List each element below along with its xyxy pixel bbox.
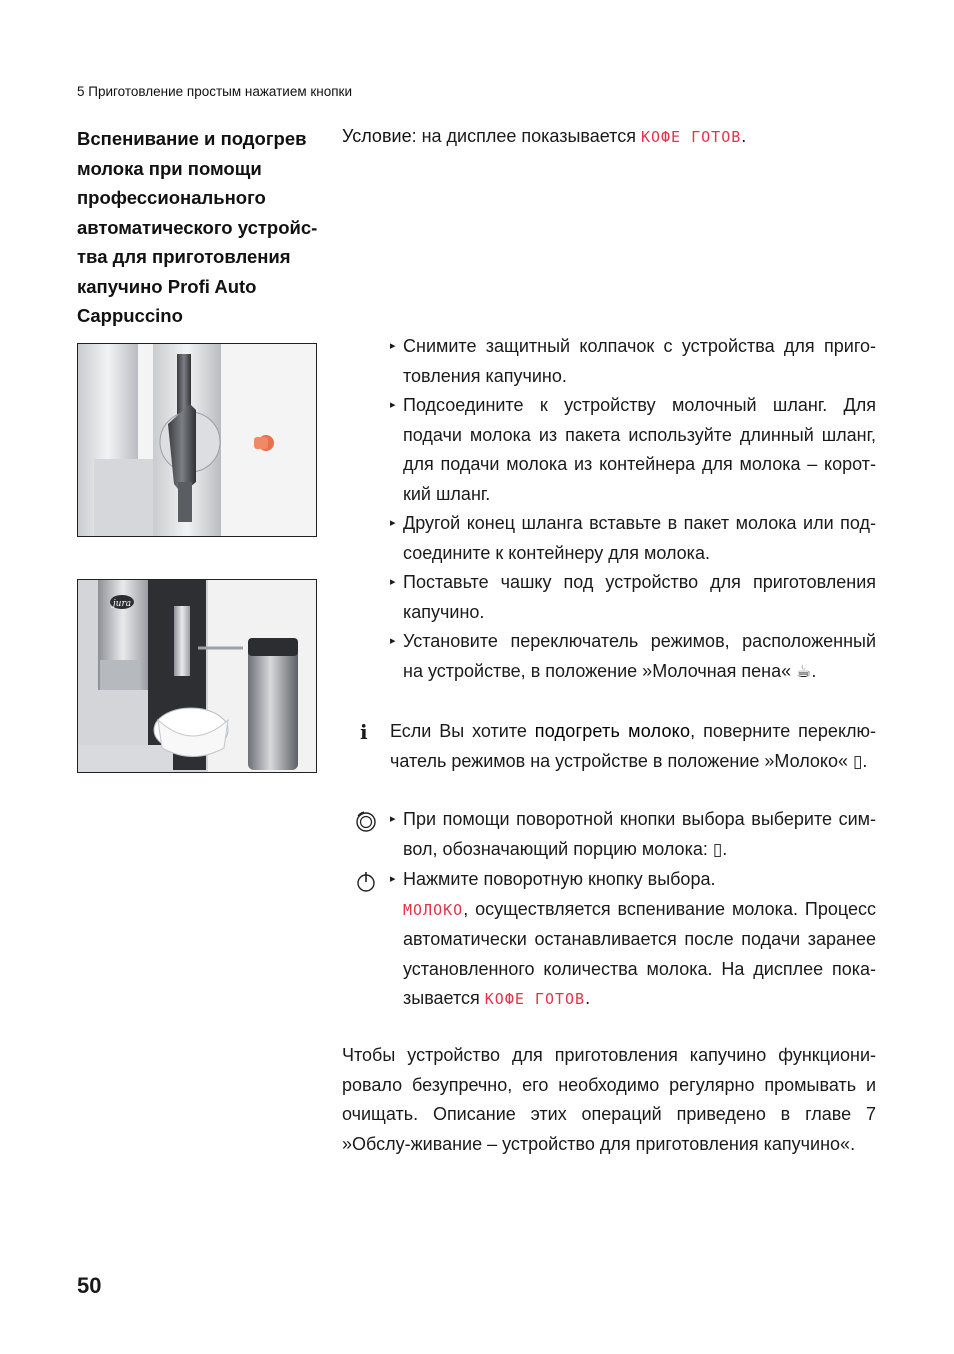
op-rotary: ▸ При помощи поворотной кнопки выбора выберите сим-вол, обозначающий порцию молока: ▯. [354,805,876,865]
press-knob-icon [354,870,378,894]
info-icon: i [360,720,368,744]
figure-cappuccino-device [77,343,317,537]
display-text-milk: МОЛОКО [403,900,464,919]
figure-machine-with-milk-container [77,579,317,773]
info-bold: подогреть молоко [534,721,691,741]
display-text-coffee-ready: КОФЕ ГОТОВ [640,128,742,146]
closing-paragraph: Чтобы устройство для приготовления капучино функциони-ровало безупречно, его необходимо регулярно промывать и очищать. Описание этих операций приведено в главе 7 »Обслу-живание – устройство для приготовления капучино«. [342,1045,876,1154]
page-number: 50 [77,1273,102,1298]
step-item: ▸ Подсоедините к устройству молочный шланг. Для подачи молока из пакета используйте длинный шланг, для подачи молока из контейнера для молока – корот-кий шланг. [390,391,876,509]
device-closeup-illustration [78,344,316,536]
condition-label: Условие [342,126,412,146]
triangle-right-icon: ▸ [390,873,396,885]
chapter-header: 5 Приготовление простым нажатием кнопки [77,84,352,99]
operation-steps [354,805,876,1015]
brand-logo-text: jura [112,599,132,609]
condition-text: : на дисплее показывается [411,126,641,146]
triangle-right-icon: ▸ [390,399,396,411]
step-item: ▸ Поставьте чашку под устройство для приготовления капучино. [390,568,876,627]
milk-glass-icon: ▯ [712,839,723,860]
milk-glass-icon: ▯ [853,751,863,772]
section-title: Вспенивание и подогрев молока при помощи профессионального автоматического устройс-тва для приготовления капучино Profi Auto Cappuccino [77,128,318,326]
step-item: ▸ Установите переключатель режимов, расположенный на устройстве, в положение »Молочная пена« ☕. [390,627,876,687]
op-press: ▸ Нажмите поворотную кнопку выбора. [354,865,876,895]
result-text: МОЛОКО, осуществляется вспенивание молока. Процесс автоматически останавливается после подачи заранее установленного количества молока. На дисплее пока-зывается КОФЕ ГОТОВ. [403,898,876,1008]
triangle-right-icon: ▸ [390,517,396,529]
milk-foam-icon: ☕ [796,661,812,682]
triangle-right-icon: ▸ [390,340,396,352]
step-item: ▸ Другой конец шланга вставьте в пакет молока или под-соедините к контейнеру для молока. [390,509,876,568]
display-text-coffee-ready: КОФЕ ГОТОВ [484,990,586,1008]
condition-line: Условие: на дисплее показывается КОФЕ ГОТОВ. [342,126,747,146]
triangle-right-icon: ▸ [390,635,396,647]
machine-illustration [78,580,316,772]
instruction-steps [390,332,876,687]
rotary-knob-icon [354,810,378,834]
triangle-right-icon: ▸ [390,813,396,825]
info-note: i Если Вы хотите подогреть молоко, поверните переклю-чатель режимов на устройстве в положение »Молоко« ▯. [360,720,877,772]
step-item: ▸ Снимите защитный колпачок с устройства для приго-товления капучино. [390,332,876,391]
triangle-right-icon: ▸ [390,576,396,588]
